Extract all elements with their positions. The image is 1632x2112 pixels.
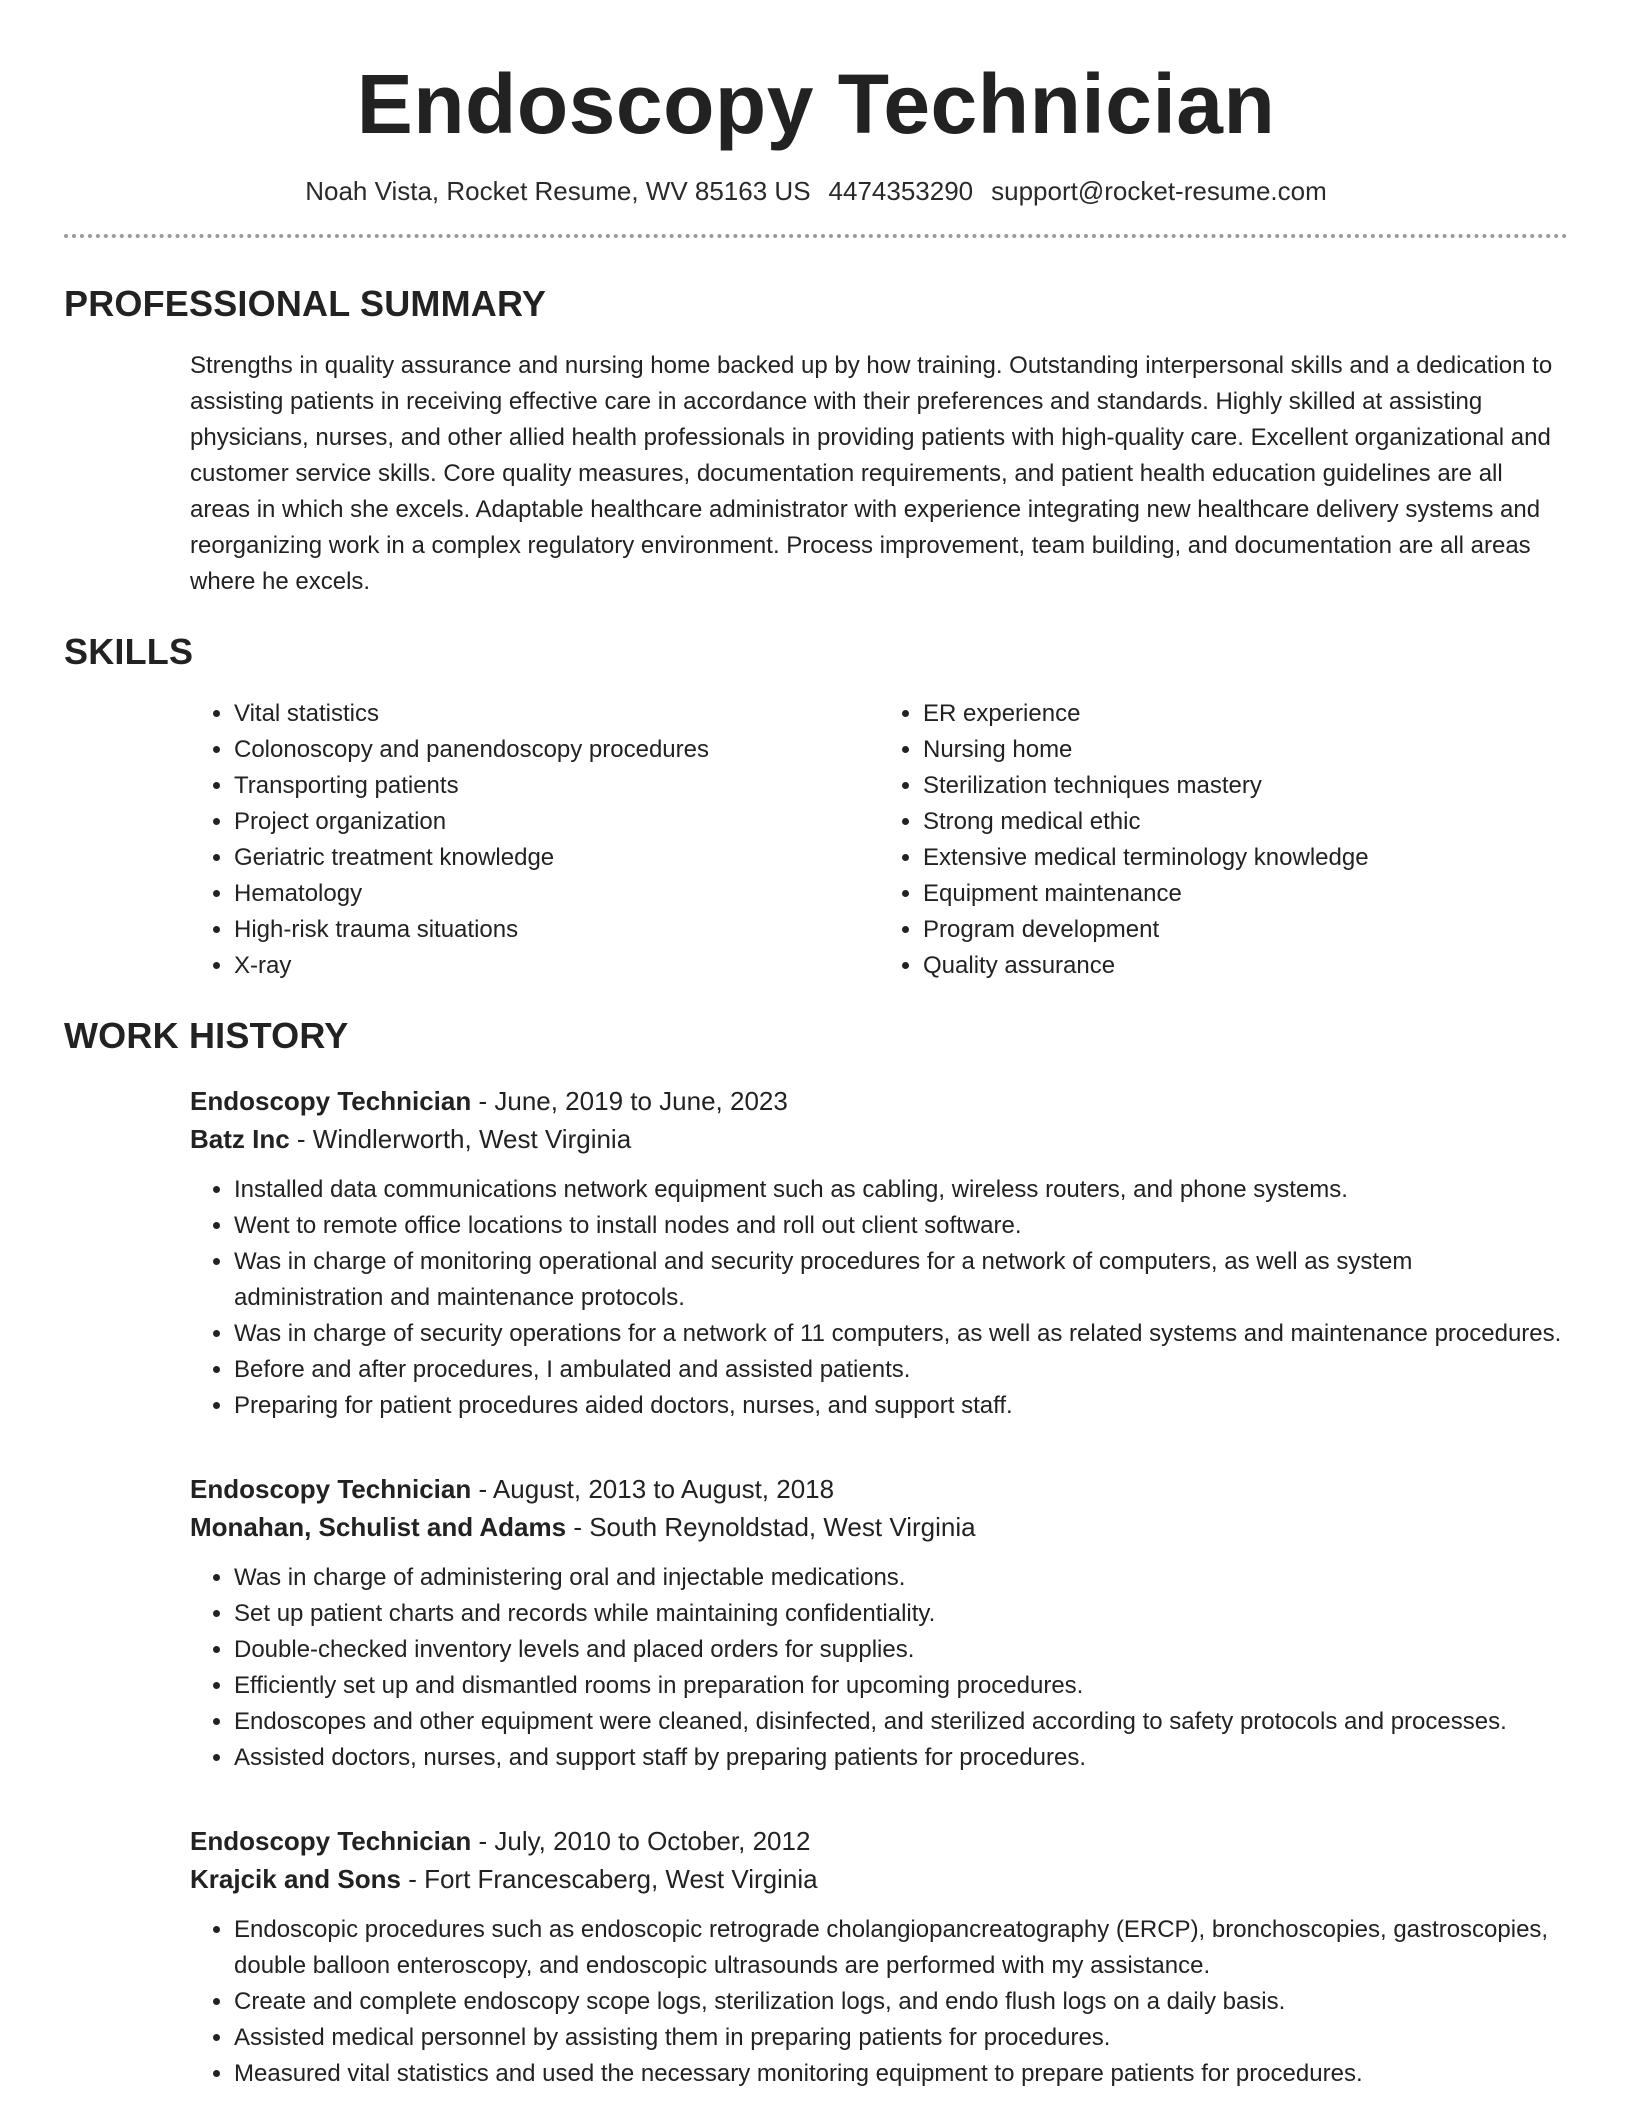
job-bullet: • Installed data communications network equipment such as cabling, wireless routers, and phone systems.: [234, 1172, 1568, 1208]
job-bullet: • Assisted doctors, nurses, and support staff by preparing patients for procedures.: [234, 1740, 1568, 1776]
job-dates: - July, 2010 to October, 2012: [471, 1826, 811, 1856]
skills-section: [64, 630, 1568, 984]
skill-item: • Hematology: [234, 876, 879, 912]
skills-list-right: [879, 696, 1568, 984]
job-bullet: • Endoscopic procedures such as endoscopic retrograde cholangiopancreatography (ERCP), bronchoscopies, gastroscopies, double balloon enteroscopy, and endoscopic ultrasounds are performed with my assistance.: [234, 1912, 1568, 1984]
job-company: Krajcik and Sons: [190, 1864, 401, 1894]
job-company-line: [190, 1120, 1568, 1158]
job-bullet: • Measured vital statistics and used the necessary monitoring equipment to prepare patients for procedures.: [234, 2056, 1568, 2092]
job-entry: [190, 1082, 1568, 1424]
work-history-section: [64, 1014, 1568, 2092]
skill-item: • Colonoscopy and panendoscopy procedures: [234, 732, 879, 768]
skills-list-left: [190, 696, 879, 984]
skill-item: • Strong medical ethic: [923, 804, 1568, 840]
job-bullet: • Efficiently set up and dismantled rooms in preparation for upcoming procedures.: [234, 1668, 1568, 1704]
job-bullet: • Was in charge of security operations for a network of 11 computers, as well as related systems and maintenance procedures.: [234, 1316, 1568, 1352]
job-company-line: [190, 1860, 1568, 1898]
skill-item: • Program development: [923, 912, 1568, 948]
skill-item: • Geriatric treatment knowledge: [234, 840, 879, 876]
job-bullet: • Preparing for patient procedures aided doctors, nurses, and support staff.: [234, 1388, 1568, 1424]
skills-heading: SKILLS: [64, 631, 194, 672]
skill-item: • Transporting patients: [234, 768, 879, 804]
job-dates: - June, 2019 to June, 2023: [471, 1086, 788, 1116]
job-title: Endoscopy Technician: [190, 1474, 472, 1504]
skill-item: • Sterilization techniques mastery: [923, 768, 1568, 804]
skill-item: • Quality assurance: [923, 948, 1568, 984]
skill-item: • ER experience: [923, 696, 1568, 732]
skill-item: • Extensive medical terminology knowledge: [923, 840, 1568, 876]
job-title: Endoscopy Technician: [190, 1086, 472, 1116]
job-bullet: • Double-checked inventory levels and placed orders for supplies.: [234, 1632, 1568, 1668]
job-bullet: • Endoscopes and other equipment were cleaned, disinfected, and sterilized according to safety protocols and processes.: [234, 1704, 1568, 1740]
job-bullet: • Set up patient charts and records while maintaining confidentiality.: [234, 1596, 1568, 1632]
skill-item: • Nursing home: [923, 732, 1568, 768]
job-entry: [190, 1470, 1568, 1776]
job-bullet: • Create and complete endoscopy scope logs, sterilization logs, and endo flush logs on a daily basis.: [234, 1984, 1568, 2020]
skill-item: • Project organization: [234, 804, 879, 840]
job-bullet: • Went to remote office locations to install nodes and roll out client software.: [234, 1208, 1568, 1244]
job-dates: - August, 2013 to August, 2018: [471, 1474, 835, 1504]
summary-heading: PROFESSIONAL SUMMARY: [64, 283, 547, 324]
job-bullet: • Was in charge of monitoring operational and security procedures for a network of computers, as well as system administration and maintenance protocols.: [234, 1244, 1568, 1316]
resume-header: [64, 0, 1568, 208]
job-company: Batz Inc: [190, 1124, 290, 1154]
job-title-line: [190, 1470, 1568, 1508]
job-bullet: • Was in charge of administering oral and injectable medications.: [234, 1560, 1568, 1596]
job-entry: [190, 1822, 1568, 2092]
job-title: Endoscopy Technician: [190, 1826, 472, 1856]
contact-email: support@rocket-resume.com: [991, 176, 1327, 206]
job-bullet: • Before and after procedures, I ambulated and assisted patients.: [234, 1352, 1568, 1388]
contact-line: [64, 174, 1568, 208]
job-bullet: • Assisted medical personnel by assisting them in preparing patients for procedures.: [234, 2020, 1568, 2056]
job-location: - Fort Francescaberg, West Virginia: [400, 1864, 818, 1894]
job-bullets: [190, 1560, 1568, 1776]
job-bullets: [190, 1912, 1568, 2092]
skills-grid: [190, 696, 1568, 984]
job-bullets: [190, 1172, 1568, 1424]
work-history-heading: WORK HISTORY: [64, 1015, 349, 1056]
skill-item: • Equipment maintenance: [923, 876, 1568, 912]
contact-phone: 4474353290: [828, 176, 974, 206]
skill-item: • Vital statistics: [234, 696, 879, 732]
job-location: - Windlerworth, West Virginia: [289, 1124, 632, 1154]
skill-item: • X-ray: [234, 948, 879, 984]
header-divider: [64, 234, 1568, 238]
skill-item: • High-risk trauma situations: [234, 912, 879, 948]
job-title-line: [190, 1822, 1568, 1860]
work-history-body: [190, 1082, 1568, 2092]
contact-address: Noah Vista, Rocket Resume, WV 85163 US: [305, 176, 811, 206]
summary-text: Strengths in quality assurance and nursing home backed up by how training. Outstanding interpersonal skills and a dedication to assisting patients in receiving effective care in accordance with their preferences and standards. Highly skilled at assisting physicians, nurses, and other allied health professionals in providing patients with high-quality care. Excellent organizational and customer service skills. Core quality measures, documentation requirements, and patient health education guidelines are all areas in which she excels. Adaptable healthcare administrator with experience integrating new healthcare delivery systems and reorganizing work in a complex regulatory environment. Process improvement, team building, and documentation are all areas where he excels.: [190, 352, 1553, 595]
job-company-line: [190, 1508, 1568, 1546]
job-company: Monahan, Schulist and Adams: [190, 1512, 567, 1542]
summary-section: [64, 282, 1568, 600]
resume-title: Endoscopy Technician: [356, 57, 1276, 151]
job-title-line: [190, 1082, 1568, 1120]
job-location: - South Reynoldstad, West Virginia: [566, 1512, 976, 1542]
